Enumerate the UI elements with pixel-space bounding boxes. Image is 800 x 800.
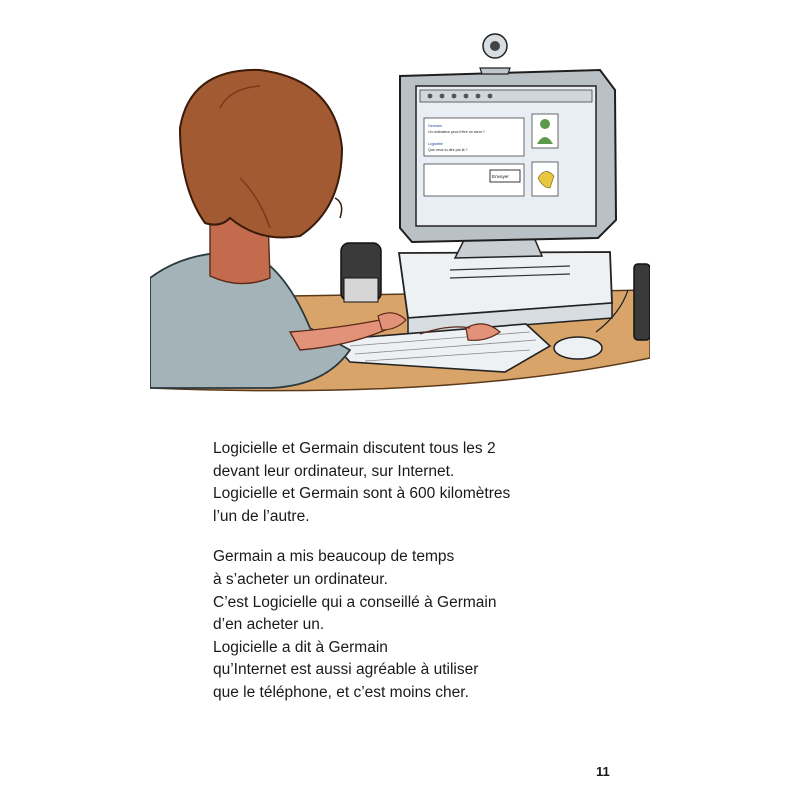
- text-line: devant leur ordinateur, sur Internet.: [213, 462, 455, 480]
- text-line: que le téléphone, et c’est moins cher.: [213, 683, 469, 701]
- chat-sender-1: Germain: [428, 124, 442, 128]
- mouse: [554, 337, 602, 359]
- story-text: [213, 438, 633, 723]
- text-line: Logicielle a dit à Germain: [213, 638, 388, 656]
- chat-sender-2: Logicielle: [428, 142, 443, 146]
- right-speaker: [634, 264, 650, 340]
- paragraph-1: [213, 438, 633, 528]
- illustration-person-at-computer: [150, 28, 650, 400]
- person-hair: [180, 70, 342, 238]
- text-line: Logicielle et Germain discutent tous les 2: [213, 440, 496, 457]
- text-line: qu’Internet est aussi agréable à utiliser: [213, 661, 479, 679]
- text-line: Germain a mis beaucoup de temps: [213, 548, 455, 566]
- chat-message-2: Que veux-tu dire par là ?: [428, 148, 468, 152]
- text-line: C’est Logicielle qui a conseillé à Germain: [213, 593, 497, 611]
- page-number: 11: [596, 764, 610, 779]
- chat-message-1: Un ordinateur peut-il être un tueur ?: [428, 130, 485, 134]
- chat-send-button-label: Envoyer: [492, 174, 509, 179]
- paragraph-2: [213, 546, 633, 704]
- text-line: d’en acheter un.: [213, 616, 325, 634]
- text-line: l’un de l’autre.: [213, 507, 310, 525]
- text-line: à s’acheter un ordinateur.: [213, 570, 388, 588]
- text-line: Logicielle et Germain sont à 600 kilomètres: [213, 485, 511, 503]
